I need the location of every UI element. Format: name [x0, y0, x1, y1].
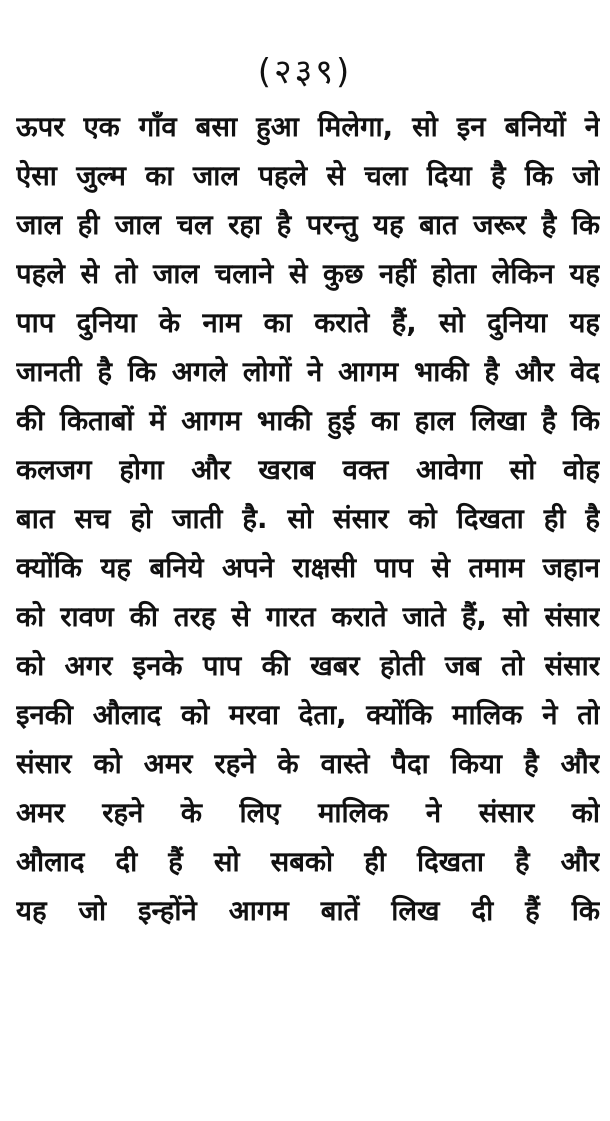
text-line: बात सच हो जाती है. सो संसार को दिखता ही है	[16, 503, 600, 535]
text-line: यह जो इन्होंने आगम बातें लिख दी हैं कि	[16, 895, 600, 927]
page-number: (२३९)	[257, 52, 353, 92]
text-line: अमर रहने के लिए मालिक ने संसार को	[16, 797, 600, 829]
text-line: ऐसा जुल्म का जाल पहले से चला दिया है कि जो	[16, 160, 600, 192]
text-line: इनकी औलाद को मरवा देता, क्योंकि मालिक ने तो	[16, 699, 600, 731]
text-line: संसार को अमर रहने के वास्ते पैदा किया है और	[16, 748, 600, 780]
text-body	[16, 103, 600, 936]
text-line: को अगर इनके पाप की खबर होती जब तो संसार	[16, 650, 600, 682]
text-line: जानती है कि अगले लोगों ने आगम भाकी है और वेद	[16, 356, 600, 388]
text-line: ऊपर एक गाँव बसा हुआ मिलेगा, सो इन बनियों ने	[16, 111, 600, 143]
text-line: औलाद दी हैं सो सबको ही दिखता है और	[16, 846, 600, 878]
text-line: क्योंकि यह बनिये अपने राक्षसी पाप से तमाम जहान	[16, 552, 600, 584]
text-line: की किताबों में आगम भाकी हुई का हाल लिखा है कि	[16, 405, 600, 437]
text-line: पाप दुनिया के नाम का कराते हैं, सो दुनिया यह	[16, 307, 600, 339]
text-line: कलजग होगा और खराब वक्त आवेगा सो वोह	[16, 454, 600, 486]
text-line: जाल ही जाल चल रहा है परन्तु यह बात जरूर है कि	[16, 209, 600, 241]
text-line: को रावण की तरह से गारत कराते जाते हैं, सो संसार	[16, 601, 600, 633]
text-line: पहले से तो जाल चलाने से कुछ नहीं होता लेकिन यह	[16, 258, 600, 290]
